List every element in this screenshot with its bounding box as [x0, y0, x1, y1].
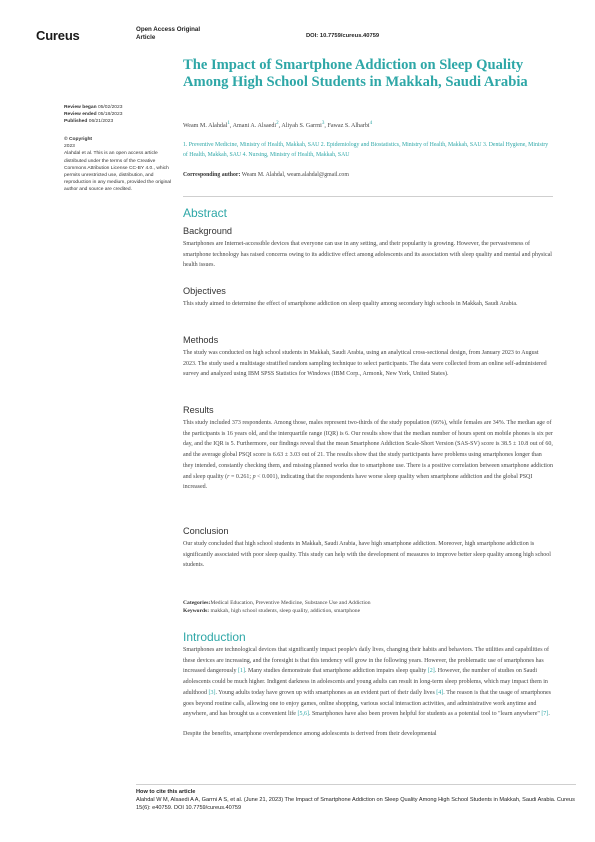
conclusion-paragraph: Our study concluded that high school students in Makkah, Saudi Arabia, have high smartphone addiction. Moreover, high smartphone addiction is significantly associated with poor sleep quality. This study can help with the development of measures to improve better sleep quality among high school students. [183, 541, 551, 569]
review-began [64, 104, 172, 111]
article-type [136, 26, 200, 41]
keywords [183, 607, 553, 615]
author-4[interactable]: Fawaz S. Alharbi [327, 123, 370, 130]
review-began-label: Review began [64, 105, 97, 110]
results-part-a: This study included 373 respondents. Among those, males represent two-thirds of the study population (66%), while females are 34%. The median age of the participants is 16 years old, and the interquartile range (IQR) is 6. Our results show that the median number of hours spent on mobile phones is six per day, and the IQR is 5. Furthermore, our findings reveal that the mean Smartphone Addiction Scale-Short Version (SAS-SV) score is 38.5 ± 10.8 out of 60, and the average global PSQI score is 6.63 ± 3.03 out of 21. The results show that the study participants have problems using smartphones longer than they intended, constantly checking them, and missing planned works due to smartphone use. There is a positive correlation between smartphone addiction and sleep quality ( [183, 420, 553, 480]
affiliations: 1. Preventive Medicine, Ministry of Health, Makkah, SAU 2. Epidemiology and Biostatistics, Ministry of Health, Makkah, SAU 3. Dental Hygiene, Ministry of Health, Makkah, SAU 4. Nursing, Ministry of Health, Makkah, SAU [183, 142, 549, 158]
copyright-label: © Copyright [64, 137, 93, 142]
corresponding-text[interactable]: Weam M. Alahdal, weam.alahdal@gmail.com [241, 172, 349, 178]
intro-text-segment: . Young adults today have grown up with smartphones as an evident part of their daily lives [215, 689, 437, 696]
objectives-paragraph: This study aimed to determine the effect of smartphone addiction on sleep quality among secondary high schools in Makkah, Saudi Arabia. [183, 301, 518, 307]
background-paragraph: Smartphones are Internet-accessible devices that everyone can use in any setting, and their popularity is growing. However, the pervasiveness of smartphone technology has raised concerns owing to its addictive effect among adolescents and its association with sleep quality and mental and physical health issues. [183, 241, 552, 269]
published-value: 06/21/2023 [88, 119, 114, 125]
article-title: The Impact of Smartphone Addiction on Sleep Quality Among High School Students in Makkah, Saudi Arabia [183, 57, 528, 90]
review-ended-label: Review ended [64, 112, 97, 118]
background-text [183, 239, 553, 271]
results-text [183, 418, 553, 493]
intro-text-segment: . Smartphones have also been proven helpful for students as a potential tool to "learn anywhere" [308, 711, 542, 718]
divider [183, 196, 553, 197]
objectives-text [183, 299, 553, 310]
categories-text: Medical Education, Preventive Medicine, Substance Use and Addiction [210, 600, 371, 606]
keywords-label: Keywords: [183, 608, 210, 614]
keywords-text: makkah, high school students, sleep quality, addiction, smartphone [210, 608, 361, 614]
categories [183, 599, 553, 607]
author-1[interactable]: Weam M. Alahdal [183, 123, 228, 130]
methods-text [183, 348, 553, 380]
review-ended [64, 111, 172, 118]
review-ended-value: 05/18/2023 [97, 112, 123, 118]
cite-text: Alahdal W M, Alsaedi A A, Garrni A S, et al. (June 21, 2023) The Impact of Smartphone Addiction on Sleep Quality Among High School Students in Makkah, Saudi Arabia. Cureus 15(6): e40759. DOI 10.7759/cureus.40759 [136, 797, 575, 811]
citation-link[interactable]: [7] [541, 711, 549, 718]
author-list: Weam M. Alahdal$^1$, Amani A. Alsaedi$^2$, Aliyah S. Garrni$^3$, Fawaz S. Alharbi$^4$ [183, 120, 373, 130]
introduction-text [183, 645, 553, 740]
methods-paragraph: The study was conducted on high school students in Makkah, Saudi Arabia, using an analytical cross-sectional design, from January 2023 to August 2023. The study used a multistage stratified random sampling technique to select participants. The data were collected from an online self-administered survey and analyzed using IBM SPSS Statistics for Windows (IBM Corp., Armonk, New York, United States). [183, 350, 547, 378]
intro-text-segment: . Many studies demonstrate that smartphone addiction impairs sleep quality [244, 668, 428, 675]
article-type-line1: Open Access Original [136, 26, 201, 33]
footer-divider [136, 784, 576, 785]
intro-text-segment: Smartphones are technological devices that significantly impact people's daily lives, changing their habits and behaviors. The utilities and capabilities of these devices are increasing, and the foresight is that this tendency will grow in the following years. However, the problematic use of smartphones has increased dangerously [183, 647, 550, 675]
results-part-c: < 0.001), indicating that the respondents have worse sleep quality when smartphone addiction and the global PSQI increased. [183, 473, 533, 491]
citation-link[interactable]: [2] [427, 668, 435, 675]
license-text: Alahdal et al. This is an open access article distributed under the terms of the Creative Commons Attribution License CC-BY 4.0., which permits unrestricted use, distribution, and reproduction in any medium, provided the original author and source are credited. [64, 151, 172, 193]
cureus-logo: Cureus [36, 28, 80, 43]
corresponding-author [183, 170, 553, 181]
author-4-affil: 4 [369, 120, 373, 126]
introduction-heading: Introduction [183, 630, 246, 644]
results-part-b: = 0.261; [229, 473, 253, 480]
results-p: p [252, 473, 256, 480]
introduction-paragraph-2: Despite the benefits, smartphone overdependence among adolescents is derived from their developmental [183, 730, 437, 737]
results-paragraph [183, 418, 553, 493]
copyright-block [64, 136, 172, 194]
cite-heading: How to cite this article [136, 789, 196, 795]
doi[interactable]: DOI: 10.7759/cureus.40759 [306, 33, 380, 39]
published [64, 118, 172, 125]
methods-heading: Methods [183, 335, 219, 345]
how-to-cite [136, 788, 576, 812]
results-heading: Results [183, 405, 214, 415]
objectives-heading: Objectives [183, 286, 226, 296]
intro-text-segment: . The reason is that the usage of smartphones goes beyond routine calls, allowing one to enjoy games, online shopping, various social interaction activities, and administrative work anytime and anywhere, and has brought us a convenient life [183, 689, 551, 718]
conclusion-text [183, 539, 553, 571]
abstract-heading: Abstract [183, 206, 228, 220]
corresponding-label: Corresponding author: [183, 172, 241, 178]
categories-label: Categories: [183, 600, 211, 606]
article-type-line2: Article [136, 33, 156, 41]
conclusion-heading: Conclusion [183, 526, 229, 536]
categories-keywords [183, 599, 553, 615]
review-began-value: 05/02/2023 [97, 105, 123, 110]
citation-link[interactable]: [1] [237, 668, 245, 675]
review-dates [64, 104, 172, 126]
results-r: r [227, 473, 230, 480]
intro-text-segment: . [548, 711, 550, 718]
background-heading: Background [183, 226, 233, 236]
intro-text-segment: . However, the number of studies on Saudi adolescents could be much higher. Indigent darkness in adolescents and young adults can result in long-term sleep problems, which may impact them in adulthood [183, 668, 548, 696]
introduction-paragraph-1 [183, 645, 553, 720]
author-3-affil: 3 [321, 120, 325, 126]
author-2-affil: 2 [276, 120, 279, 126]
author-3[interactable]: Aliyah S. Garrni [281, 123, 322, 130]
published-label: Published [64, 119, 88, 125]
citation-link[interactable]: [4] [436, 689, 444, 696]
citation-link[interactable]: [5,6] [297, 711, 309, 718]
author-1-affil: 1 [227, 120, 230, 126]
author-2[interactable]: Amani A. Alsaedi [232, 123, 277, 130]
copyright-year: 2023 [64, 144, 75, 150]
citation-link[interactable]: [3] [208, 689, 216, 696]
